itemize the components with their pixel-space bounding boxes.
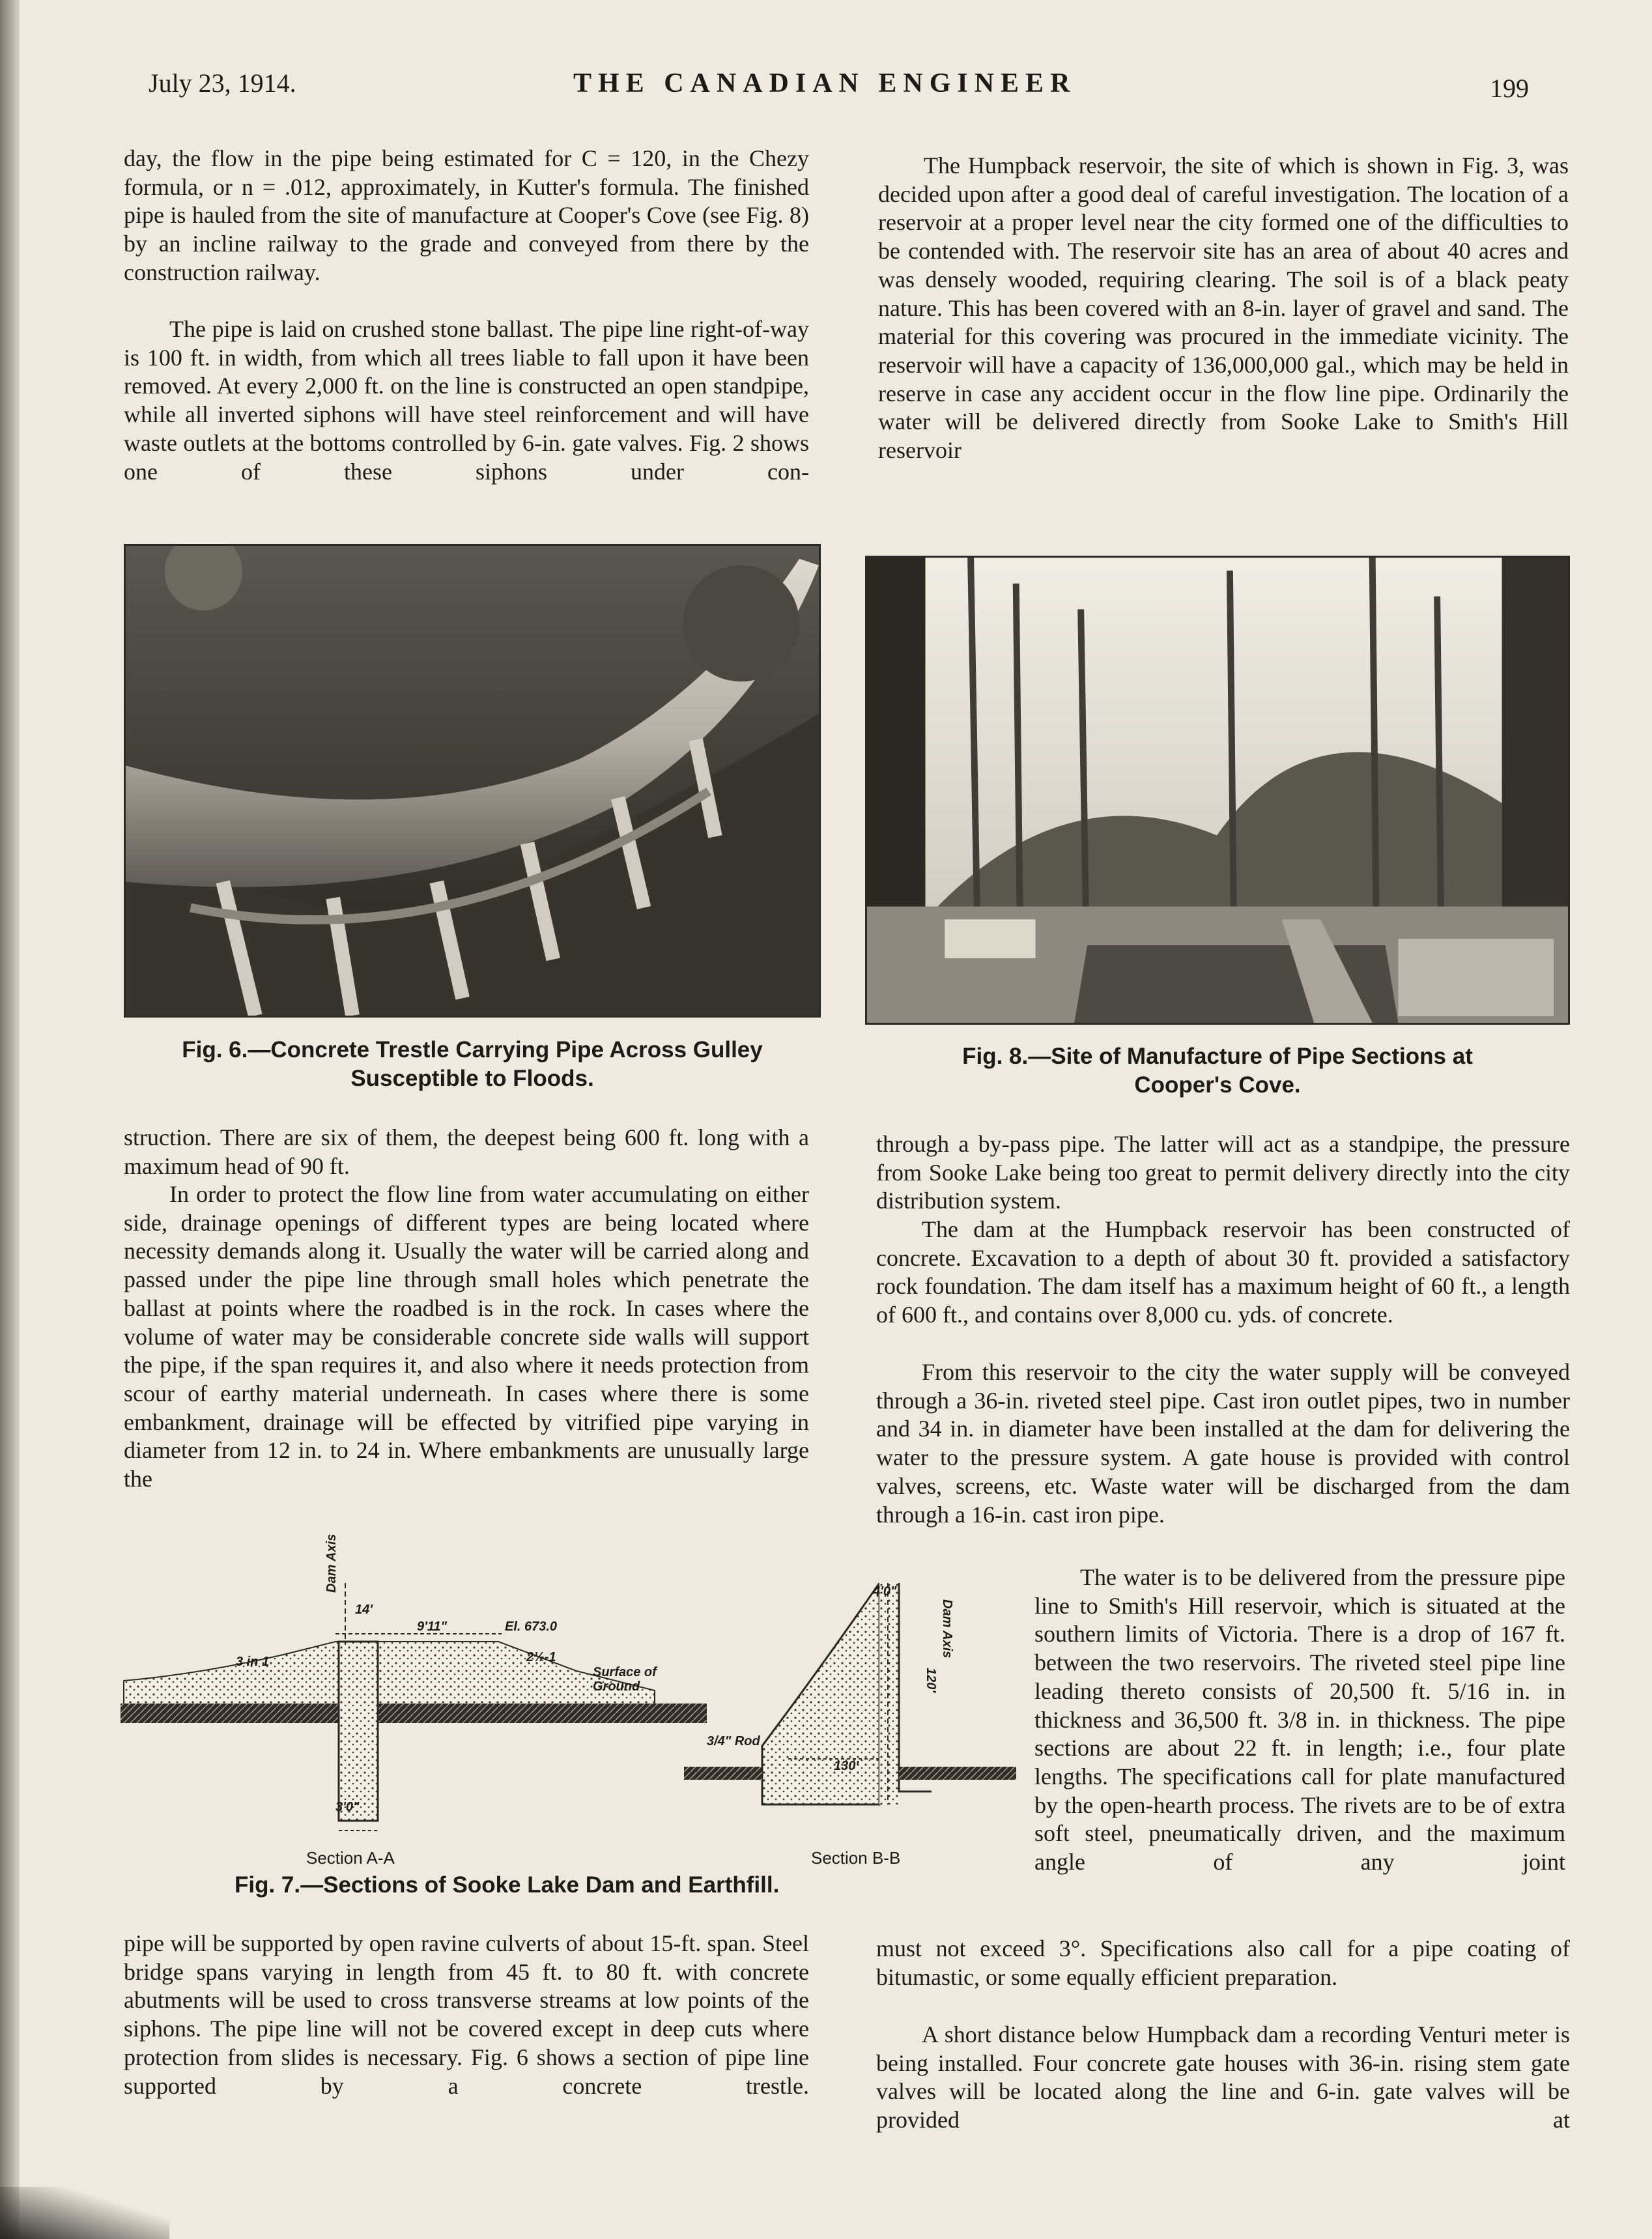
fig8-caption-line2: Cooper's Cove. [1134, 1072, 1301, 1098]
right-paragraph-6: must not exceed 3°. Specifications also call for a pipe coating of bitumastic, or some equally efficient preparation. [876, 1935, 1570, 1990]
issue-date: July 23, 1914. [149, 68, 296, 98]
left-paragraph-3: struction. There are six of them, the deepest being 600 ft. long with a maximum head of 90 ft. [124, 1124, 809, 1179]
aa-dam-axis-label: Dam Axis [324, 1533, 339, 1593]
fig7-section-aa-drawing [121, 1583, 707, 1857]
left-paragraph-1: day, the flow in the pipe being estimated for C = 120, in the Chezy formula, or n = .012, approximately, in Kutter's formula. The finished pipe is hauled from the site of manufacture at Cooper's Cove (see Fig. 8) by an incline railway to the grade and conveyed from there by the construction railway. [124, 145, 809, 285]
page-edge-shadow [0, 0, 20, 2239]
right-paragraph-7: A short distance below Humpback dam a recording Venturi meter is being installed. Four concrete gate houses with 36-in. rising stem gate valves will be located along the line and 6-in. gate valves will be provided at [876, 2021, 1570, 2133]
section-bb-label: Section B-B [811, 1848, 901, 1868]
bb-rod-label: 3/4" Rod [707, 1734, 760, 1748]
fig6-caption-line1: Fig. 6.—Concrete Trestle Carrying Pipe Across Gulley [182, 1037, 763, 1062]
left-paragraph-5: pipe will be supported by open ravine culverts of about 15-ft. span. Steel bridge spans varying in length from 45 ft. to 80 ft. with concrete abutments will be used to cross transverse streams at low points of the siphons. The pipe line will not be covered except in deep cuts where protection from slides is necessary. Fig. 6 shows a section of pipe line supported by a concrete trestle. [124, 1930, 809, 2099]
fig6-caption-line2: Susceptible to Floods. [350, 1066, 594, 1091]
bb-dam-axis-label: Dam Axis [940, 1599, 954, 1659]
aa-crest-width-label: 9'11" [417, 1619, 448, 1634]
right-paragraph-5: The water is to be delivered from the pressure pipe line to Smith's Hill reservoir, which is situated at the southern limits of Victoria. There is a drop of 167 ft. between the two reservoirs. The riveted steel pipe line leading thereto consists of 20,500 ft. 5/16 in. in thickness and 36,500 ft. 3/8 in. in thickness. The pipe sections are about 22 ft. in length; i.e., four plate lengths. The specifications call for plate manufactured by the open-hearth process. The rivets are to be of extra soft steel, pneumatically driven, and the maximum angle of any joint [1034, 1564, 1565, 1875]
aa-slope-left-label: 3 in 1 [236, 1655, 270, 1669]
right-paragraph-2: through a by-pass pipe. The latter will act as a standpipe, the pressure from Sooke Lake being too great to permit delivery directly into the city distribution system. [876, 1131, 1570, 1214]
fig6-caption [124, 1036, 821, 1093]
page-corner-shadow [0, 2187, 169, 2239]
fig6-trestle-photo [124, 544, 821, 1018]
journal-title: THE CANADIAN ENGINEER [573, 68, 1077, 98]
aa-core-width-label: 3'0" [335, 1800, 360, 1814]
section-aa-label: Section A-A [306, 1848, 395, 1868]
aa-elevation-label: El. 673.0 [505, 1619, 558, 1634]
fig8-caption [865, 1042, 1570, 1100]
right-paragraph-3: The dam at the Humpback reservoir has been constructed of concrete. Excavation to a depth of about 30 ft. provided a satisfactory rock foundation. The dam itself has a maximum height of 60 ft., a length of 600 ft., and contains over 8,000 cu. yds. of concrete. [876, 1216, 1570, 1328]
aa-ground-label: Surface of Ground [593, 1665, 657, 1694]
bb-top-width-label: 4'0" [873, 1584, 897, 1599]
left-paragraph-4: In order to protect the flow line from water accumulating on either side, drainage openings of different types are being located where necessity demands along it. Usually the water will be carried along and passed under the pipe line through small holes which penetrate the ballast at points where the roadbed is in the rock. In cases where the volume of water may be considerable concrete side walls will support the pipe, if the span requires it, and also where it needs protection from scour of earthy material underneath. In cases where there is some embankment, drainage will be effected by vitrified pipe varying in diameter from 12 in. to 24 in. Where embankments are unusually large the [124, 1181, 809, 1492]
fig8-caption-line1: Fig. 8.—Site of Manufacture of Pipe Sections at [962, 1044, 1473, 1069]
right-paragraph-4: From this reservoir to the city the water supply will be conveyed through a 36-in. riveted steel pipe. Cast iron outlet pipes, two in number and 34 in. in diameter have been installed at the dam for delivering the water to the pressure system. A gate house is provided with control valves, screens, etc. Waste water will be discharged from the dam through a 16-in. cast iron pipe. [876, 1359, 1570, 1528]
bb-height-label: 120' [924, 1668, 938, 1693]
right-paragraph-1: The Humpback reservoir, the site of which is shown in Fig. 3, was decided upon after a good deal of careful investigation. The location of a reservoir at a proper level near the city formed one of the difficulties to be contended with. The reservoir site has an area of about 40 acres and was densely wooded, requiring clearing. The soil is of a black peaty nature. This has been covered with an 8-in. layer of gravel and sand. The material for this covering was procured in the immediate vicinity. The reservoir will have a capacity of 136,000,000 gal., which may be held in reserve in case any accident occur in the flow line pipe. Ordinarily the water will be delivered directly from Sooke Lake to Smith's Hill reservoir [878, 152, 1569, 464]
fig7-caption: Fig. 7.—Sections of Sooke Lake Dam and Earthfill. [235, 1872, 780, 1898]
fig7-section-bb-drawing [684, 1583, 1016, 1857]
fig8-cove-photo [865, 556, 1570, 1025]
page-number: 199 [1490, 74, 1529, 103]
aa-width-top-label: 14' [355, 1603, 373, 1617]
aa-slope-right-label: 2½-1 [526, 1650, 556, 1664]
bb-base-width-label: 130' [834, 1759, 859, 1773]
left-paragraph-2: The pipe is laid on crushed stone ballast. The pipe line right-of-way is 100 ft. in width, from which all trees liable to fall upon it have been removed. At every 2,000 ft. on the line is constructed an open standpipe, while all inverted siphons will have steel reinforcement and will have waste outlets at the bottoms controlled by 6-in. gate valves. Fig. 2 shows one of these siphons under con- [124, 316, 809, 485]
